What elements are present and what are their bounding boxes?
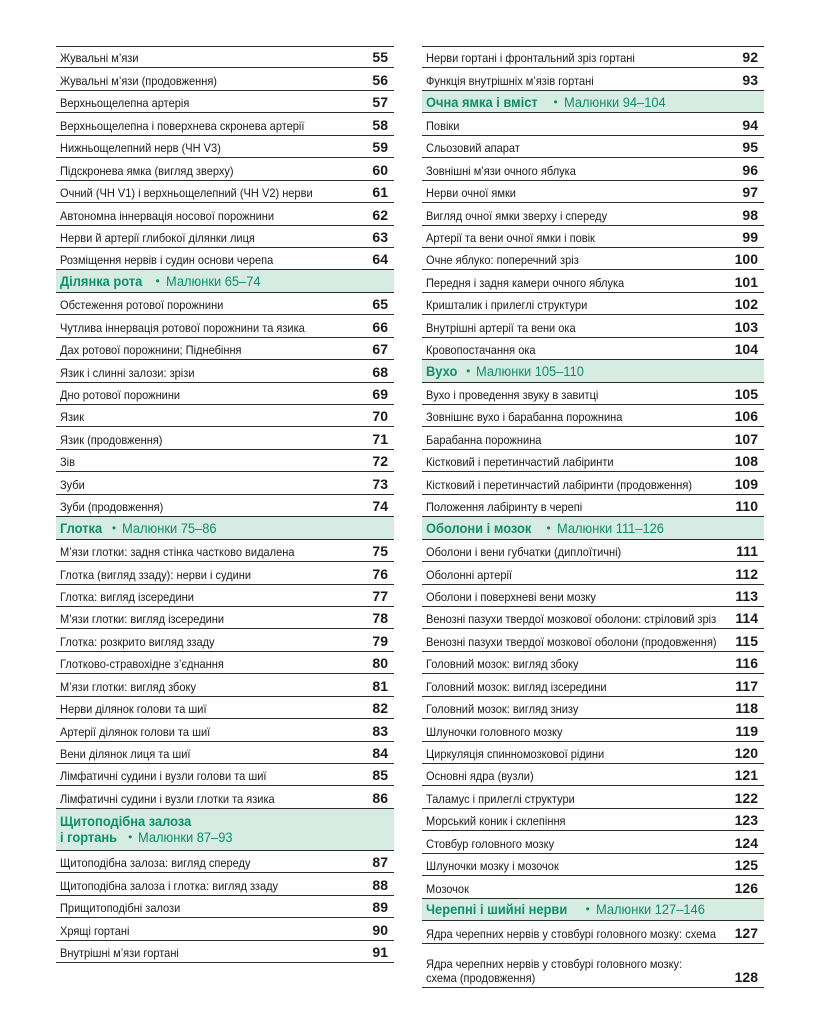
toc-entry <box>422 764 764 786</box>
toc-entry <box>422 472 764 494</box>
toc-entry <box>56 427 394 449</box>
toc-entry-page-number: 125 <box>734 857 758 874</box>
toc-entry <box>56 68 394 90</box>
toc-entry-page-number: 78 <box>372 610 388 627</box>
toc-entry <box>422 158 764 180</box>
toc-entry-title: Повіки <box>426 118 460 133</box>
toc-entry-title: Головний мозок: вигляд збоку <box>426 657 579 672</box>
toc-entry-title: Функція внутрішніх м’язів гортані <box>426 73 594 88</box>
section-title: Щитоподібна залоза <box>60 813 192 830</box>
toc-entry <box>422 540 764 562</box>
toc-entry-page-number: 72 <box>372 453 388 470</box>
toc-entry-title: Верхньощелепна і поверхнева скронева артерії <box>60 118 305 133</box>
toc-entry <box>56 46 394 68</box>
toc-entry <box>422 854 764 876</box>
toc-entry <box>56 652 394 674</box>
toc-entry-page-number: 80 <box>372 655 388 672</box>
toc-entry-page-number: 59 <box>372 139 388 156</box>
toc-entry <box>56 338 394 360</box>
section-figure-range: Малюнки 65–74 <box>165 273 261 290</box>
toc-entry-title: Очний (ЧН V1) і верхньощелепний (ЧН V2) нерви <box>60 186 313 201</box>
toc-entry <box>422 405 764 427</box>
toc-entry <box>56 697 394 719</box>
toc-entry <box>56 360 394 382</box>
toc-entry-title: Головний мозок: вигляд ізсередини <box>426 679 607 694</box>
toc-entry <box>56 315 394 337</box>
toc-entry-page-number: 115 <box>735 632 758 649</box>
toc-entry <box>422 719 764 741</box>
toc-entry <box>422 248 764 270</box>
toc-entry-page-number: 57 <box>372 94 388 111</box>
toc-entry-page-number: 119 <box>735 722 758 739</box>
toc-entry <box>422 450 764 472</box>
toc-entry-title: Дно ротової порожнини <box>60 388 181 402</box>
bullet-separator: • <box>155 274 160 289</box>
toc-entry <box>56 585 394 607</box>
bullet-separator: • <box>585 902 590 917</box>
toc-entry <box>56 450 394 472</box>
toc-entry-title: Зів <box>60 455 75 470</box>
toc-entry-title: Артерії та вени очної ямки і повік <box>426 230 595 245</box>
toc-entry-page-number: 65 <box>372 296 388 313</box>
toc-entry-title: Таламус і прилеглі структури <box>426 791 575 806</box>
toc-entry <box>422 226 764 248</box>
toc-entry-page-number: 62 <box>372 206 388 223</box>
toc-entry-title: Вухо і проведення звуку в завитці <box>426 388 599 402</box>
toc-entry-page-number: 87 <box>372 854 388 871</box>
toc-entry-title: Язик (продовження) <box>60 432 163 447</box>
toc-entry-title: Зуби (продовження) <box>60 500 164 515</box>
toc-entry <box>422 876 764 898</box>
toc-entry-page-number: 124 <box>734 834 758 851</box>
toc-entry-title: Очне яблуко: поперечний зріз <box>426 253 579 268</box>
toc-entry-page-number: 99 <box>742 228 758 245</box>
toc-entry-title: Головний мозок: вигляд знизу <box>426 702 579 717</box>
toc-entry-page-number: 63 <box>372 228 388 245</box>
bullet-separator: • <box>111 520 117 535</box>
toc-entry-page-number: 107 <box>734 430 758 447</box>
toc-entry <box>56 719 394 741</box>
toc-entry-title: Стовбур головного мозку <box>426 836 555 851</box>
toc-entry <box>422 697 764 719</box>
toc-entry-title: Обстеження ротової порожнини <box>60 298 224 313</box>
toc-entry <box>422 136 764 158</box>
toc-entry <box>56 158 394 180</box>
toc-entry <box>422 293 764 315</box>
toc-entry-page-number: 76 <box>372 565 388 582</box>
toc-entry <box>56 472 394 494</box>
toc-entry-title: Оболонні артерії <box>426 567 513 582</box>
toc-entry-page-number: 79 <box>372 632 388 649</box>
section-header <box>56 517 394 539</box>
toc-entry-title: Ядра черепних нервів у стовбурі головного мозку: схема (продовження) <box>426 956 683 985</box>
toc-entry-page-number: 92 <box>742 49 758 66</box>
toc-entry-title: Лімфатичні судини і вузли голови та шиї <box>60 769 267 784</box>
toc-entry-page-number: 104 <box>734 341 758 358</box>
toc-entry-page-number: 69 <box>372 386 388 402</box>
toc-entry-page-number: 71 <box>372 430 388 447</box>
toc-entry-title: Глотково-стравохідне з’єднання <box>60 657 224 672</box>
toc-entry-page-number: 111 <box>736 543 758 560</box>
toc-entry-title: М’язи глотки: вигляд збоку <box>60 679 196 694</box>
toc-entry <box>56 742 394 764</box>
toc-entry-page-number: 108 <box>734 453 758 470</box>
toc-entry-title: Нижньощелепний нерв (ЧН V3) <box>60 141 221 156</box>
toc-entry-title: Венозні пазухи твердої мозкової оболони (продовження) <box>426 634 717 649</box>
toc-entry-title: Морський коник і склепіння <box>426 814 566 829</box>
section-header <box>56 809 394 851</box>
toc-entry-page-number: 102 <box>734 296 758 313</box>
bullet-separator: • <box>553 94 558 109</box>
toc-entry-title: Артерії ділянок голови та шиї <box>60 724 211 739</box>
toc-entry-page-number: 106 <box>734 408 758 425</box>
section-figure-range: Малюнки 75–86 <box>122 519 217 536</box>
toc-entry-page-number: 86 <box>372 789 388 806</box>
toc-entry-page-number: 127 <box>734 924 758 941</box>
toc-entry <box>56 562 394 584</box>
toc-entry-title: Зовнішнє вухо і барабанна порожнина <box>426 410 623 425</box>
section-title: Очна ямка і вміст <box>426 93 538 110</box>
toc-entry-title: Зуби <box>60 477 85 492</box>
toc-entry-page-number: 74 <box>372 498 388 515</box>
toc-entry <box>56 607 394 629</box>
toc-entry <box>56 941 394 963</box>
bullet-separator: • <box>128 830 133 845</box>
toc-entry-page-number: 75 <box>372 543 388 560</box>
section-figure-range: Малюнки 105–110 <box>476 362 585 379</box>
toc-entry-title: Язик і слинні залози: зрізи <box>60 365 195 380</box>
toc-entry-page-number: 67 <box>372 341 388 358</box>
toc-entry <box>422 315 764 337</box>
toc-entry <box>56 786 394 808</box>
toc-entry <box>422 585 764 607</box>
toc-entry <box>56 896 394 918</box>
toc-entry-title: Підскронева ямка (вигляд зверху) <box>60 163 234 178</box>
section-header <box>422 899 764 921</box>
toc-entry <box>422 607 764 629</box>
toc-entry-page-number: 94 <box>742 116 758 133</box>
toc-entry-title: Кістковий і перетинчастий лабіринти <box>426 455 614 470</box>
toc-entry-title: Щитоподібна залоза і глотка: вигляд ззаду <box>60 878 279 893</box>
toc-entry-page-number: 116 <box>735 655 758 672</box>
toc-entry <box>56 383 394 405</box>
section-title: Ділянка рота <box>60 273 143 290</box>
toc-entry <box>422 562 764 584</box>
toc-entry <box>56 203 394 225</box>
toc-entry <box>422 674 764 696</box>
toc-entry-page-number: 120 <box>734 745 758 761</box>
toc-entry-title: Вени ділянок лиця та шиї <box>60 747 191 761</box>
toc-entry-page-number: 122 <box>734 789 758 806</box>
toc-entry <box>422 944 764 988</box>
toc-entry-page-number: 90 <box>372 921 388 938</box>
toc-entry-page-number: 114 <box>735 610 758 627</box>
toc-entry <box>422 427 764 449</box>
toc-entry-title: Глотка (вигляд ззаду): нерви і судини <box>60 567 252 582</box>
toc-entry-title: Хрящі гортані <box>60 923 130 938</box>
toc-entry-page-number: 91 <box>372 944 388 961</box>
section-figure-range: Малюнки 127–146 <box>595 901 705 918</box>
toc-entry <box>422 68 764 90</box>
toc-entry-page-number: 77 <box>372 587 388 604</box>
toc-entry-page-number: 95 <box>742 139 758 156</box>
toc-entry <box>422 831 764 853</box>
toc-entry-page-number: 103 <box>734 318 758 335</box>
toc-entry-title: Глотка: розкрито вигляд ззаду <box>60 634 215 649</box>
toc-entry-title: Лімфатичні судини і вузли глотки та язика <box>60 791 275 806</box>
toc-entry-title: Чутлива іннервація ротової порожнини та язика <box>60 320 305 335</box>
toc-entry-title: Оболони і поверхневі вени мозку <box>426 589 596 604</box>
toc-entry-page-number: 118 <box>735 700 758 717</box>
toc-entry-page-number: 56 <box>372 71 388 88</box>
toc-entry-page-number: 112 <box>735 565 758 582</box>
toc-entry <box>422 652 764 674</box>
toc-entry-page-number: 96 <box>742 161 758 178</box>
section-figure-range: Малюнки 111–126 <box>556 519 664 536</box>
toc-entry <box>422 46 764 68</box>
toc-entry <box>56 629 394 651</box>
toc-entry <box>422 629 764 651</box>
toc-entry-page-number: 126 <box>734 879 758 896</box>
toc-entry-title: Положення лабіринту в черепі <box>426 500 583 515</box>
toc-entry <box>422 809 764 831</box>
toc-entry <box>56 674 394 696</box>
section-header <box>422 91 764 113</box>
toc-entry-page-number: 81 <box>372 677 388 694</box>
toc-entry-title: Шлуночки мозку і мозочок <box>426 859 559 874</box>
toc-entry <box>422 270 764 292</box>
toc-entry-page-number: 110 <box>735 498 758 515</box>
toc-entry-title: Дах ротової порожнини; Піднебіння <box>60 343 242 358</box>
toc-entry-page-number: 109 <box>734 475 758 492</box>
toc-entry-title: Внутрішні м’язи гортані <box>60 946 179 961</box>
bullet-separator: • <box>466 363 471 378</box>
toc-entry <box>56 873 394 895</box>
toc-entry <box>422 113 764 135</box>
toc-entry-title: Нерви очної ямки <box>426 186 516 201</box>
toc-entry-title: Вигляд очної ямки зверху і спереду <box>426 208 608 223</box>
toc-entry-page-number: 70 <box>372 408 388 425</box>
toc-entry <box>56 851 394 873</box>
toc-entry-title: Оболони і вени губчатки (диплоїтичні) <box>426 545 622 560</box>
toc-entry-page-number: 100 <box>734 251 758 268</box>
toc-entry-title: Жувальні м’язи <box>60 51 139 66</box>
toc-entry-title: Щитоподібна залоза: вигляд спереду <box>60 856 251 871</box>
section-header <box>422 360 764 382</box>
toc-column-left <box>56 46 394 963</box>
toc-entry-title: Внутрішні артерії та вени ока <box>426 320 576 335</box>
toc-entry-title: Прищитоподібні залози <box>60 901 181 916</box>
section-title: Глотка <box>60 519 103 536</box>
toc-entry <box>56 248 394 270</box>
toc-entry <box>56 113 394 135</box>
toc-entry-title: Нерви гортані і фронтальний зріз гортані <box>426 51 635 66</box>
toc-entry-title: Мозочок <box>426 881 469 896</box>
toc-entry-title: Язик <box>60 410 85 425</box>
toc-entry-page-number: 85 <box>372 767 388 784</box>
toc-entry-title: Передня і задня камери очного яблука <box>426 275 625 290</box>
section-title-continued: і гортань <box>60 829 118 846</box>
section-header <box>422 517 764 539</box>
toc-entry-page-number: 60 <box>372 161 388 178</box>
toc-entry-page-number: 83 <box>372 722 388 739</box>
toc-entry <box>56 918 394 940</box>
toc-column-right <box>422 46 764 988</box>
toc-entry-title: Основні ядра (вузли) <box>426 769 534 784</box>
toc-entry-page-number: 88 <box>372 876 388 893</box>
toc-entry-page-number: 101 <box>734 273 758 290</box>
bullet-separator: • <box>546 520 551 535</box>
toc-entry-title: Венозні пазухи твердої мозкової оболони: стріловий зріз <box>426 612 717 627</box>
toc-entry-page-number: 105 <box>734 386 758 402</box>
toc-entry-page-number: 64 <box>372 251 388 268</box>
toc-entry-title: Ядра черепних нервів у стовбурі головного мозку: схема <box>426 926 717 941</box>
section-figure-range: Малюнки 94–104 <box>563 93 666 110</box>
toc-entry-page-number: 113 <box>735 587 758 604</box>
toc-entry <box>422 495 764 517</box>
toc-entry <box>56 405 394 427</box>
toc-entry <box>422 742 764 764</box>
toc-entry-page-number: 117 <box>735 677 758 694</box>
toc-entry-title: Жувальні м’язи (продовження) <box>60 73 217 88</box>
toc-entry <box>422 786 764 808</box>
toc-entry <box>422 383 764 405</box>
toc-entry-page-number: 73 <box>372 475 388 492</box>
toc-entry-title: Зовнішні м’язи очного яблука <box>426 163 576 178</box>
toc-entry <box>422 921 764 943</box>
section-title: Черепні і шийні нерви <box>426 901 568 918</box>
toc-entry-title: Глотка: вигляд ізсередини <box>60 589 194 604</box>
toc-entry <box>56 136 394 158</box>
toc-entry-page-number: 82 <box>372 700 388 717</box>
toc-entry-page-number: 97 <box>742 184 758 201</box>
toc-entry-title: Барабанна порожнина <box>426 432 542 447</box>
toc-entry-title: Нерви ділянок голови та шиї <box>60 702 207 717</box>
toc-entry-title: Кістковий і перетинчастий лабіринти (продовження) <box>426 477 693 492</box>
toc-entry-page-number: 89 <box>372 899 388 916</box>
toc-entry-page-number: 55 <box>372 49 388 66</box>
toc-entry-title: Сльозовий апарат <box>426 141 520 156</box>
toc-entry-page-number: 61 <box>372 184 388 201</box>
toc-entry <box>56 495 394 517</box>
toc-entry-title: Автономна іннервація носової порожнини <box>60 208 275 223</box>
toc-entry <box>56 181 394 203</box>
toc-entry-title: Верхньощелепна артерія <box>60 96 190 111</box>
toc-entry-page-number: 128 <box>734 968 758 985</box>
toc-entry <box>422 181 764 203</box>
toc-entry-page-number: 123 <box>734 812 758 829</box>
toc-entry <box>422 338 764 360</box>
toc-entry <box>56 91 394 113</box>
toc-entry <box>56 764 394 786</box>
toc-entry-title: М’язи глотки: вигляд ізсередини <box>60 612 225 627</box>
section-figure-range: Малюнки 87–93 <box>138 829 233 846</box>
toc-entry-title: М’язи глотки: задня стінка частково видалена <box>60 545 295 560</box>
toc-entry <box>56 226 394 248</box>
toc-entry-title: Розміщення нервів і судин основи черепа <box>60 253 274 268</box>
toc-entry-title: Кровопостачання ока <box>426 343 536 358</box>
toc-entry-page-number: 58 <box>372 116 388 133</box>
toc-entry-page-number: 84 <box>372 745 388 761</box>
section-title: Вухо <box>426 362 458 379</box>
toc-entry-page-number: 93 <box>742 71 758 88</box>
toc-entry-page-number: 121 <box>734 767 758 784</box>
toc-entry <box>422 203 764 225</box>
toc-entry-title: Нерви й артерії глибокої ділянки лиця <box>60 230 255 245</box>
toc-entry-page-number: 66 <box>372 318 388 335</box>
toc-entry-page-number: 68 <box>372 363 388 380</box>
toc-entry <box>56 293 394 315</box>
toc-entry-page-number: 98 <box>742 206 758 223</box>
section-header <box>56 270 394 292</box>
toc-entry <box>56 540 394 562</box>
toc-entry-title: Циркуляція спинномозкової рідини <box>426 747 605 761</box>
toc-entry-title: Шлуночки головного мозку <box>426 724 563 739</box>
section-title: Оболони і мозок <box>426 519 532 536</box>
toc-entry-title: Кришталик і прилеглі структури <box>426 298 588 313</box>
